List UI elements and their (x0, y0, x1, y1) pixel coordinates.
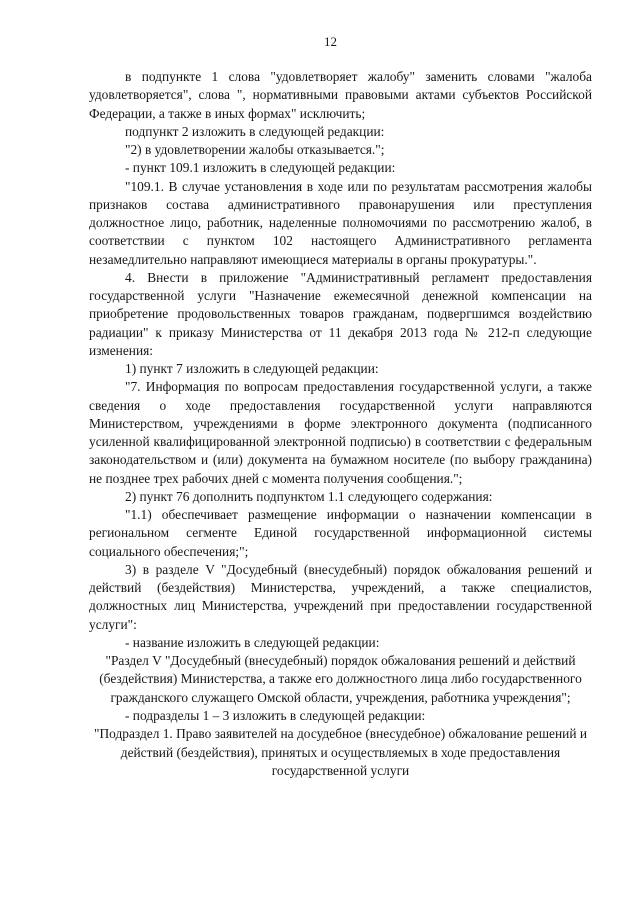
paragraph: "7. Информация по вопросам предоставления государственной услуги, а также сведения о ходе предоставления государственной услуги направляются Министерством, учреждениями в форме электронного документа (подписанного усиленной квалифицированной электронной подписью) в соответствии с федеральным законодательством и (или) документа на бумажном носителе (по выбору гражданина) не позднее трех рабочих дней с момента получения сообщения."; (89, 379, 592, 486)
paragraph: "109.1. В случае установления в ходе или по результатам рассмотрения жалобы признаков состава административного правонарушения или преступления должностное лицо, работник, наделенные полномочиями по рассмотрению жалоб, в соответствии с пунктом 102 настоящего Административного регламента незамедлительно направляют имеющиеся материалы в органы прокуратуры.". (89, 178, 592, 267)
paragraph: 3) в разделе V "Досудебный (внесудебный) порядок обжалования решений и действий (бездействия) Министерства, учреждений, а также специалистов, должностных лиц Министерства, учреждений при предоставлении государственной услуги": (89, 561, 592, 632)
paragraph: - подразделы 1 – 3 изложить в следующей редакции: (125, 708, 426, 724)
paragraph: "1.1) обеспечивает размещение информации о назначении компенсации в региональном сегменте Единой государственной информационной системы социального обеспечения;"; (89, 507, 592, 559)
paragraph: 1) пункт 7 изложить в следующей редакции: (125, 361, 379, 376)
paragraph: 4. Внести в приложение "Административный регламент предоставления государственной услуги "Назначение ежемесячной денежной компенсации на приобретение продовольственных товаров гражданам, подвергшимся воздействию радиации" к приказу Министерства от 11 декабря 2013 года № 212-п следующие изменения: (89, 269, 592, 358)
paragraph: - название изложить в следующей редакции: (125, 634, 380, 650)
section-title-quote: "Раздел V "Досудебный (внесудебный) порядок обжалования решений и действий (бездействия) Министерства, а также его должностного лица либо государственного гражданского служащего Омской области, учреждения, работника учреждения"; (99, 653, 582, 705)
paragraph: 2) пункт 76 дополнить подпунктом 1.1 следующего содержания: (125, 488, 493, 504)
document-body (89, 68, 592, 781)
paragraph: - пункт 109.1 изложить в следующей редакции: (125, 160, 396, 176)
paragraph: подпункт 2 изложить в следующей редакции: (125, 123, 385, 139)
paragraph: в подпункте 1 слова "удовлетворяет жалобу" заменить словами "жалоба удовлетворяется", слова ", нормативными правовыми актами субъектов Российской Федерации, а также в иных формах" исключить; (89, 69, 592, 121)
subsection-title-quote: "Подраздел 1. Право заявителей на досудебное (внесудебное) обжалование решений и действий (бездействия), принятых и осуществляемых в ходе предоставления государственной услуги (94, 726, 587, 779)
paragraph: "2) в удовлетворении жалобы отказывается."; (125, 142, 385, 157)
page-number: 12 (324, 34, 337, 49)
